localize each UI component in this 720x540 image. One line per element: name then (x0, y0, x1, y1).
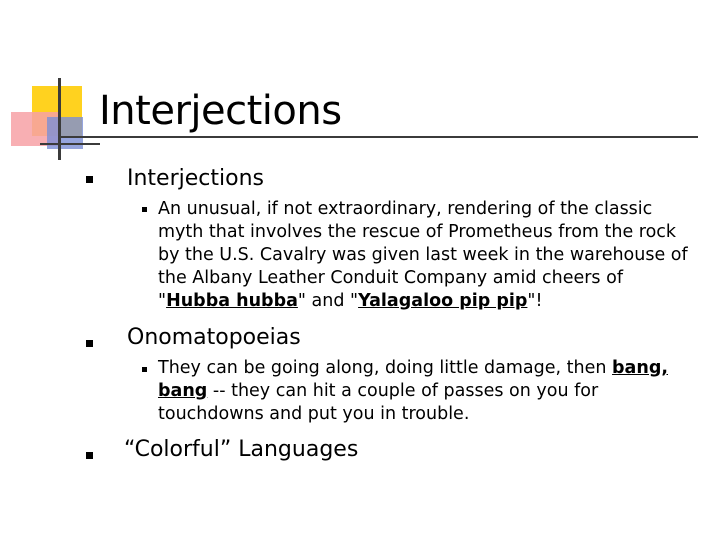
bullet-item-onomatopoeias: Onomatopoeias (127, 325, 301, 350)
bullet-square-icon (86, 340, 93, 347)
bullet-square-icon (86, 176, 93, 183)
sub-text: " and " (297, 291, 359, 311)
decorative-logo (0, 0, 110, 170)
emphasis-text: Yalagaloo pip pip (358, 291, 528, 311)
bullet-item-colorful-languages: “Colorful” Languages (124, 437, 359, 462)
short-horizontal-rule (40, 143, 100, 145)
sub-bullet-square-icon (142, 207, 147, 212)
title-underline-rule (58, 136, 698, 138)
sub-text: "! (527, 291, 543, 311)
emphasis-text: bang, bang (158, 358, 669, 401)
emphasis-text: Hubba hubba (166, 291, 298, 311)
sub-text: An unusual, if not extraordinary, rendering of the classic myth that involves the rescue of Prometheus from the rock by the U.S. Cavalry was given last week in the warehouse of the Albany Leather Conduit Company amid cheers of " (158, 199, 688, 311)
vertical-rule (58, 78, 61, 160)
sub-bullet-onomatopoeias-example (158, 357, 698, 426)
bullet-item-interjections: Interjections (127, 166, 264, 191)
sub-text: -- they can hit a couple of passes on you for touchdowns and put you in trouble. (158, 381, 599, 424)
sub-text: They can be going along, doing little damage, then (158, 358, 613, 378)
slide-title: Interjections (99, 88, 342, 134)
sub-bullet-interjections-example (158, 198, 698, 313)
bullet-square-icon (86, 452, 93, 459)
sub-bullet-square-icon (142, 367, 147, 372)
